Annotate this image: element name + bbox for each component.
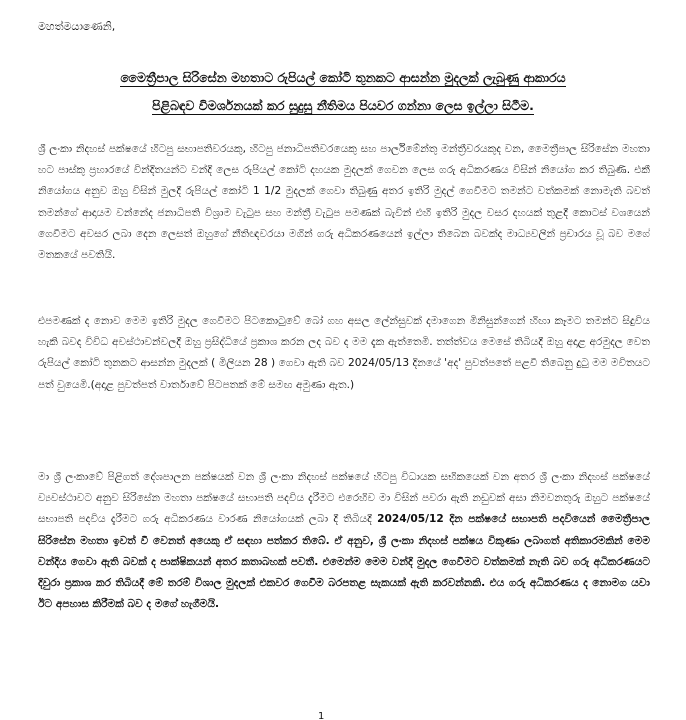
paragraph-1: ශ්‍රී ලංකා නිදහස් පක්ෂයේ හිටපු සභාපතිවරයකු, හිටපු ජනාධිපතිවරයෙකු සහ පාර්ලිමේන්තු මන්ත්‍රීවරයකුද වන, මෛත්‍රීපාල සිරිසේන මහතා හට පාස්කු ප්‍රහාරයේ වින්දිතයන්ට වන්දි ලෙස රුපියල් කෝටි දහයක මුදලක් ගෙවන ලෙස ගරු අධිකරණය විසින් නියෝග කර තිබුණි. එකී නියෝගය අනුව ඔහු විසින් මුලදී රුපියල් කෝටි 1 1/2 මුදලක් ගෙවා තිබුණු අතර ඉතිරි මුදල් ගෙවීමට තමන්ට වත්කමක් නොමැති බවත් තමන්ගේ ආදායම වන්නේද ජනාධිපති විශ්‍රාම වැටුප සහ මන්ත්‍රී වැටුප පමණක් බැවින් එහි ඉතිරි මුදල වසර දහයක් තුළදී කොටස් වශයෙන් ගෙවීමට අවසර ලබා දෙන ලෙසත් ඔහුගේ නීතිඥවරයා මගින් ගරු අධිකරණයෙන් ඉල්ලා තිබෙන බවක්ද මාධ්‍යවලින් ප්‍රචාරය වූ බව මගේ මතකයේ පවතියි. <box>38 143 650 262</box>
letter-title-line-1 <box>30 70 656 86</box>
paragraph-3-bold: 2024/05/12 දින පක්ෂයේ සභාපති පදවියෙන් මෛත්‍රීපාල සිරිසේන මහතා ඉවත් වී වෙනත් අයෙකු ඒ සඳහා පත්කර තිබේ. ඒ අනුව, ශ්‍රී ලංකා නිදහස් පක්ෂය විකුණා ලබාගත් අතිකාරමකින් මෙම වන්දිය ගෙවා ඇති බවක් ද පාක්ෂිකයන් අතර කතාබහක් පවතී. එමෙන්ම මෙම වන්දි මුදල ගෙවීමට වත්කමක් නැති බව ගරු අධිකරණයට දිවුරා ප්‍රකාශ කර තිබියදී මේ තරම් විශාල මුදලක් එකවර ගෙවීම බරපතළ සැකයක් ඇති කරවන්නකි. එය ගරු අධිකරණය ද නොමග යවා ඊට අපහාස කිරීමක් බව ද මගේ හැගීමයි. <box>38 513 650 611</box>
paragraph-3-regular: මා ශ්‍රී ලංකාවේ පිළිගත් දේශපාලන පක්ෂයක් වන ශ්‍රී ලංකා නිදහස් පක්ෂයේ හිටපු විධායක සභිකයෙක් වන අතර ශ්‍රී ලංකා නිදහස් පක්ෂයේ ව්‍යවස්ථාවට අනුව සිරිසේන මහතා පක්ෂයේ සභාපති පදවිය දැරීමට එරෙහිව මා විසින් පවරා ඇති නඩුවක් අසා නිමවනතුරු ඔහුට පක්ෂයේ සභාපති පදවිය දැරීමට ගරු අධිකරණය වාරණ නියෝගයක් ලබා දී තිබියදී <box>38 471 650 526</box>
title-line-2-text: පිළිබඳව විමර්ශනයක් කර සුදුසු නීතිමය පියවර ගන්නා ලෙස ඉල්ලා සිටීම. <box>152 98 534 113</box>
page-number: 1 <box>318 712 325 720</box>
paragraph-2: එපමණක් ද නොව මෙම ඉතිරි මුදල ගෙවීමට පිටකොටුවේ බෝ ගහ අසල ලේන්සුවක් දමාගෙන මිනිසුන්ගෙන් හිඟා කෑමට තමන්ට සිදුවිය හැකි බවද විවිධ අවස්ථාවන්වලදී ඔහු ප්‍රසිද්ධියේ ප්‍රකාශ කරන ලද බව ද මම දැක ඇත්තෙමි. තත්ත්වය මෙසේ තිබියදී ඔහු අදාළ අරමුදල වෙත රුපියල් කෝටි තුනකට ආසන්න මුදලක් ( මිලියන 28 ) ගෙවා ඇති බව 2024/05/13 දිනයේ 'අද' පුවත්පතේ පළවී තිබෙනු දුටු මම මවිතයට පත් වුයෙමි.(අදාළ පුවත්පත් වාර්තාවේ පිටපතක් මේ සමඟ අමුණා ඇත.) <box>38 315 650 391</box>
letter-title-line-2 <box>30 98 656 114</box>
title-line-1-text: මෛත්‍රීපාල සිරිසේන මහතාට රුපියල් කෝටි තුනකට ආසන්න මුදලක් ලැබුණු ආකාරය <box>120 70 566 85</box>
paragraph-3 <box>38 467 650 692</box>
salutation: මහත්මයාණෙනි, <box>38 20 116 33</box>
